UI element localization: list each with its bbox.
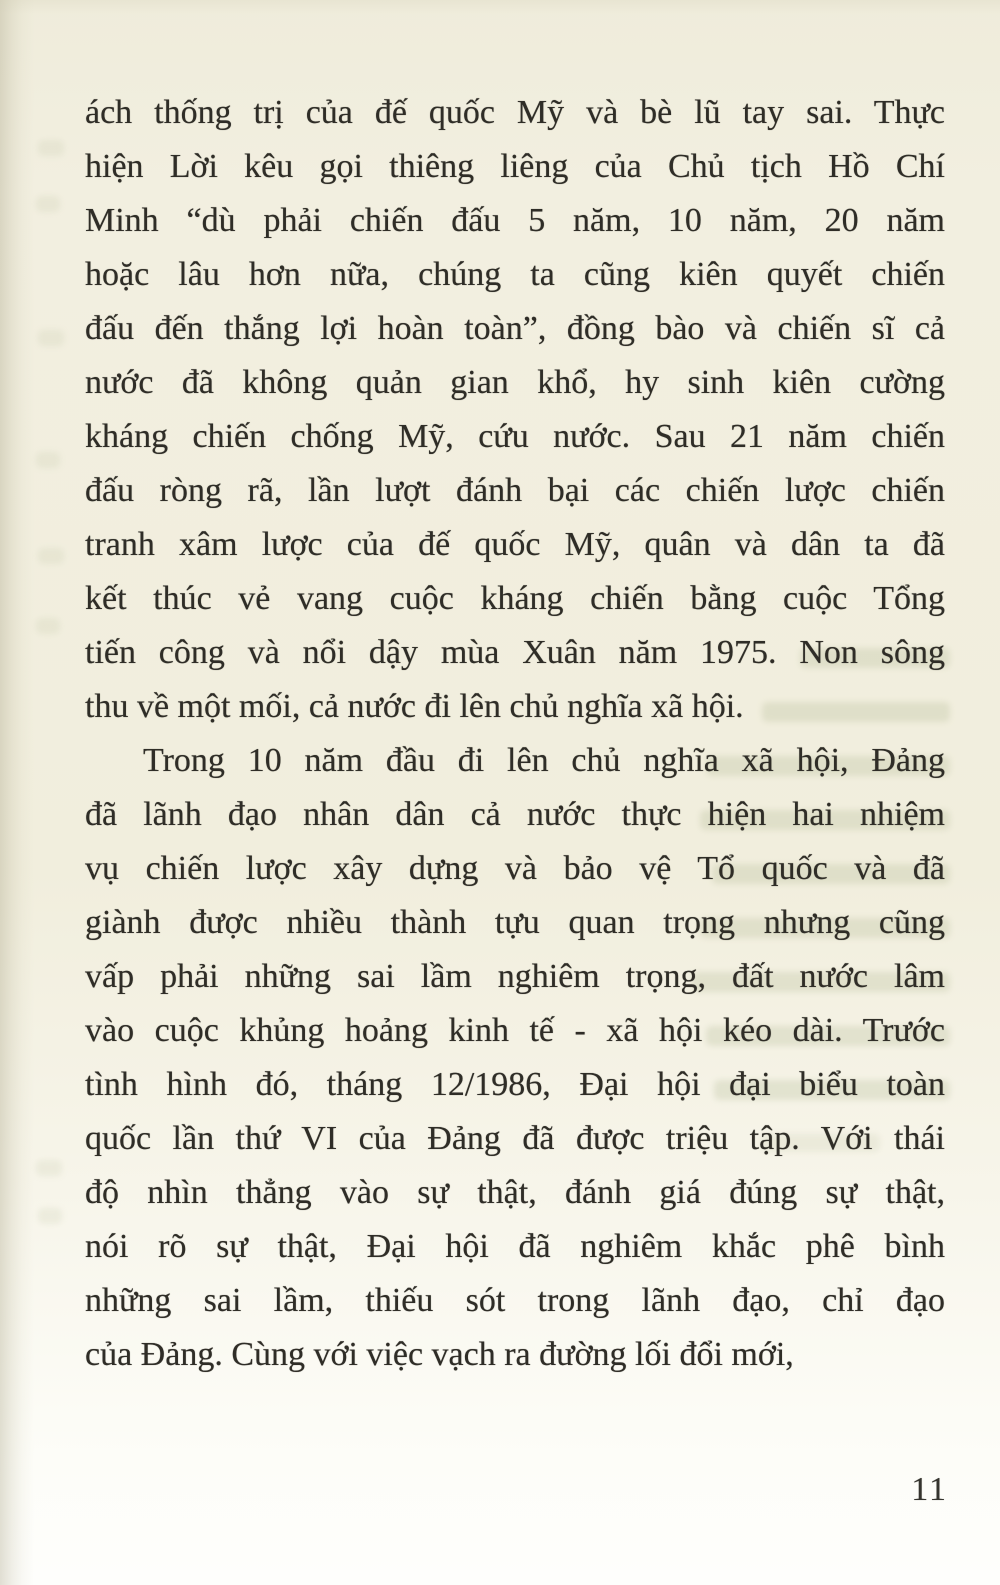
text-line: đã lãnh đạo nhân dân cả nước thực hiện hai nhiệm: [85, 796, 945, 833]
page-top-edge-shadow: [0, 0, 1000, 14]
paragraph: [85, 734, 945, 1382]
text-line: kết thúc vẻ vang cuộc kháng chiến bằng cuộc Tổng: [85, 580, 945, 617]
text-line: hiện Lời kêu gọi thiêng liêng của Chủ tịch Hồ Chí: [85, 148, 945, 185]
page-number: 11: [911, 1471, 948, 1508]
text-line: quốc lần thứ VI của Đảng đã được triệu tập. Với thái: [85, 1120, 945, 1157]
text-line: giành được nhiều thành tựu quan trọng nhưng cũng: [85, 904, 945, 941]
text-line: vụ chiến lược xây dựng và bảo vệ Tổ quốc và đã: [85, 850, 945, 887]
text-line: Trong 10 năm đầu đi lên chủ nghĩa xã hội, Đảng: [143, 742, 945, 779]
paragraph: [85, 86, 945, 734]
text-line: đấu đến thắng lợi hoàn toàn”, đồng bào và chiến sĩ cả: [85, 310, 945, 347]
page-left-edge-shadow: [0, 0, 34, 1585]
text-line: độ nhìn thẳng vào sự thật, đánh giá đúng sự thật,: [85, 1174, 945, 1211]
text-line: kháng chiến chống Mỹ, cứu nước. Sau 21 năm chiến: [85, 418, 945, 455]
text-line: ách thống trị của đế quốc Mỹ và bè lũ tay sai. Thực: [85, 94, 945, 131]
text-line: của Đảng. Cùng với việc vạch ra đường lối đổi mới,: [85, 1336, 794, 1373]
text-line: những sai lầm, thiếu sót trong lãnh đạo, chỉ đạo: [85, 1282, 945, 1319]
text-line: nước đã không quản gian khổ, hy sinh kiên cường: [85, 364, 945, 401]
text-line: vấp phải những sai lầm nghiêm trọng, đất nước lâm: [85, 958, 945, 995]
text-block: [85, 86, 945, 1382]
text-line: đấu ròng rã, lần lượt đánh bại các chiến lược chiến: [85, 472, 945, 509]
text-line: vào cuộc khủng hoảng kinh tế - xã hội kéo dài. Trước: [85, 1012, 945, 1049]
text-line: Minh “dù phải chiến đấu 5 năm, 10 năm, 20 năm: [85, 202, 945, 239]
text-line: nói rõ sự thật, Đại hội đã nghiêm khắc phê bình: [85, 1228, 945, 1265]
text-line: tình hình đó, tháng 12/1986, Đại hội đại biểu toàn: [85, 1066, 945, 1103]
text-line: tiến công và nổi dậy mùa Xuân năm 1975. Non sông: [85, 634, 945, 671]
text-line: thu về một mối, cả nước đi lên chủ nghĩa xã hội.: [85, 688, 744, 725]
text-line: hoặc lâu hơn nữa, chúng ta cũng kiên quyết chiến: [85, 256, 945, 293]
text-line: tranh xâm lược của đế quốc Mỹ, quân và dân ta đã: [85, 526, 945, 563]
